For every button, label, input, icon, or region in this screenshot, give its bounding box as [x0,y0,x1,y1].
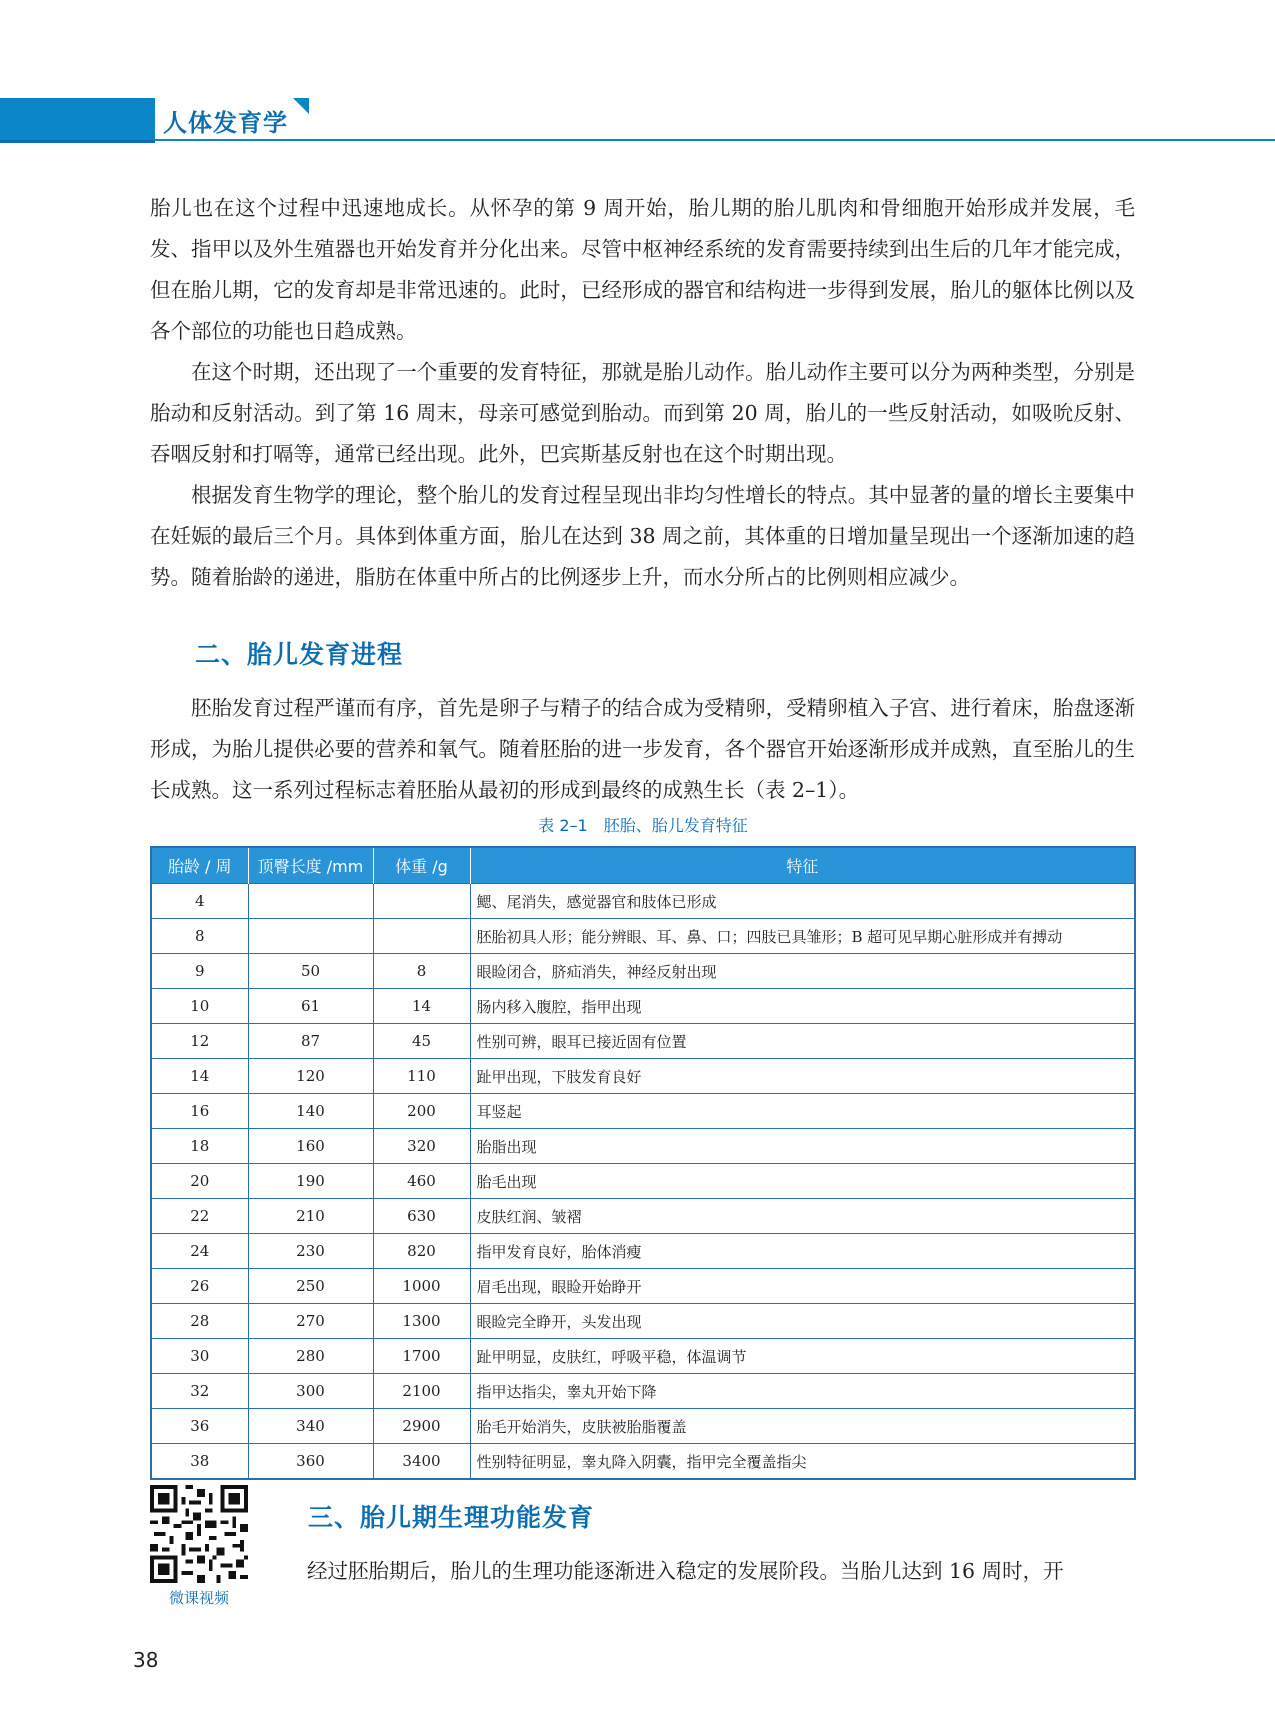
cell-weight: 14 [373,989,470,1024]
cell-weight: 2100 [373,1374,470,1409]
cell-length: 360 [248,1444,373,1480]
cell-age: 38 [151,1444,248,1480]
cell-feature: 胚胎初具人形；能分辨眼、耳、鼻、口；四肢已具雏形；B 超可见早期心脏形成并有搏动 [470,919,1135,954]
table-row [151,1444,1135,1480]
section-heading-2: 二、胎儿发育进程 [195,640,404,669]
table-row [151,1234,1135,1269]
cell-length: 280 [248,1339,373,1374]
cell-age: 14 [151,1059,248,1094]
cell-length: 120 [248,1059,373,1094]
cell-age: 36 [151,1409,248,1444]
table-row [151,1269,1135,1304]
cell-feature: 鳃、尾消失，感觉器官和肢体已形成 [470,884,1135,919]
cell-age: 20 [151,1164,248,1199]
cell-feature: 眉毛出现，眼睑开始睁开 [470,1269,1135,1304]
table-row [151,1409,1135,1444]
table-row [151,1304,1135,1339]
cell-weight: 630 [373,1199,470,1234]
paragraph-1: 胎儿也在这个过程中迅速地成长。从怀孕的第 9 周开始，胎儿期的胎儿肌肉和骨细胞开始形成并发展，毛发、指甲以及外生殖器也开始发育并分化出来。尽管中枢神经系统的发育需要持续到出生后的几年才能完成，但在胎儿期，它的发育却是非常迅速的。此时，已经形成的器官和结构进一步得到发展，胎儿的躯体比例以及各个部位的功能也日趋成熟。 [150,196,1135,343]
cell-feature: 眼睑完全睁开，头发出现 [470,1304,1135,1339]
header-corner [293,98,309,114]
table-row [151,1199,1135,1234]
cell-weight: 3400 [373,1444,470,1480]
table-row [151,1094,1135,1129]
cell-length: 340 [248,1409,373,1444]
table-row [151,1339,1135,1374]
cell-feature: 皮肤红润、皱褶 [470,1199,1135,1234]
book-title: 人体发育学 [163,109,288,137]
cell-feature: 趾甲出现，下肢发育良好 [470,1059,1135,1094]
cell-feature: 眼睑闭合，脐疝消失，神经反射出现 [470,954,1135,989]
table-body [151,884,1135,1480]
table-row [151,919,1135,954]
cell-feature: 胎毛开始消失，皮肤被胎脂覆盖 [470,1409,1135,1444]
column-header-age: 胎龄 / 周 [151,847,248,884]
cell-age: 28 [151,1304,248,1339]
cell-weight [373,919,470,954]
cell-length [248,919,373,954]
page-number: 38 [133,1648,159,1672]
cell-feature: 肠内移入腹腔，指甲出现 [470,989,1135,1024]
table-row [151,954,1135,989]
cell-age: 9 [151,954,248,989]
table-row [151,1129,1135,1164]
qr-label: 微课视频 [168,1589,229,1607]
cell-weight: 45 [373,1024,470,1059]
cell-weight: 200 [373,1094,470,1129]
cell-feature: 胎脂出现 [470,1129,1135,1164]
cell-length: 300 [248,1374,373,1409]
cell-length: 61 [248,989,373,1024]
table-row [151,989,1135,1024]
cell-age: 4 [151,884,248,919]
cell-length: 140 [248,1094,373,1129]
cell-length: 230 [248,1234,373,1269]
header-rule [155,139,1275,141]
cell-length: 50 [248,954,373,989]
qr-code-icon[interactable] [150,1485,248,1583]
cell-length: 190 [248,1164,373,1199]
section-heading-3: 三、胎儿期生理功能发育 [308,1503,595,1532]
cell-weight: 1300 [373,1304,470,1339]
section-3-paragraph: 经过胚胎期后，胎儿的生理功能逐渐进入稳定的发展阶段。当胎儿达到 16 周时，开 [307,1559,1064,1583]
table-row [151,884,1135,919]
cell-length [248,884,373,919]
cell-length: 160 [248,1129,373,1164]
cell-weight: 820 [373,1234,470,1269]
cell-weight: 8 [373,954,470,989]
cell-age: 8 [151,919,248,954]
cell-age: 10 [151,989,248,1024]
paragraph-2: 在这个时期，还出现了一个重要的发育特征，那就是胎儿动作。胎儿动作主要可以分为两种类型，分别是胎动和反射活动。到了第 16 周末，母亲可感觉到胎动。而到第 20 周，胎儿的一些反射活动，如吸吮反射、吞咽反射和打嗝等，通常已经出现。此外，巴宾斯基反射也在这个时期出现。 [150,360,1135,466]
table-row [151,1024,1135,1059]
development-table [150,846,1136,1480]
header-bar [0,98,155,140]
cell-age: 12 [151,1024,248,1059]
table-header-row [151,847,1135,884]
cell-weight: 1000 [373,1269,470,1304]
cell-age: 22 [151,1199,248,1234]
section-2-paragraph: 胚胎发育过程严谨而有序，首先是卵子与精子的结合成为受精卵，受精卵植入子宫、进行着床，胎盘逐渐形成，为胎儿提供必要的营养和氧气。随着胚胎的进一步发育，各个器官开始逐渐形成并成熟，直至胎儿的生长成熟。这一系列过程标志着胚胎从最初的形成到最终的成熟生长（表 2–1）。 [150,696,1135,802]
paragraph-3: 根据发育生物学的理论，整个胎儿的发育过程呈现出非均匀性增长的特点。其中显著的量的增长主要集中在妊娠的最后三个月。具体到体重方面，胎儿在达到 38 周之前，其体重的日增加量呈现出一个逐渐加速的趋势。随着胎龄的递进，脂肪在体重中所占的比例逐步上升，而水分所占的比例则相应减少。 [150,483,1135,589]
cell-age: 26 [151,1269,248,1304]
cell-feature: 指甲达指尖，睾丸开始下降 [470,1374,1135,1409]
cell-length: 87 [248,1024,373,1059]
cell-feature: 性别可辨，眼耳已接近固有位置 [470,1024,1135,1059]
cell-feature: 趾甲明显，皮肤红，呼吸平稳，体温调节 [470,1339,1135,1374]
cell-weight: 320 [373,1129,470,1164]
cell-weight: 110 [373,1059,470,1094]
cell-weight [373,884,470,919]
table-row [151,1164,1135,1199]
table-row [151,1374,1135,1409]
table-caption: 表 2–1 胚胎、胎儿发育特征 [538,816,748,835]
cell-length: 270 [248,1304,373,1339]
cell-feature: 耳竖起 [470,1094,1135,1129]
cell-weight: 460 [373,1164,470,1199]
cell-length: 210 [248,1199,373,1234]
cell-age: 24 [151,1234,248,1269]
cell-age: 16 [151,1094,248,1129]
cell-feature: 指甲发育良好，胎体消瘦 [470,1234,1135,1269]
cell-weight: 2900 [373,1409,470,1444]
header-bar-shadow [0,140,155,143]
cell-age: 30 [151,1339,248,1374]
column-header-weight: 体重 /g [373,847,470,884]
cell-length: 250 [248,1269,373,1304]
column-header-feature: 特征 [470,847,1135,884]
cell-feature: 胎毛出现 [470,1164,1135,1199]
cell-weight: 1700 [373,1339,470,1374]
cell-age: 32 [151,1374,248,1409]
table-row [151,1059,1135,1094]
cell-feature: 性别特征明显，睾丸降入阴囊，指甲完全覆盖指尖 [470,1444,1135,1480]
cell-age: 18 [151,1129,248,1164]
column-header-length: 顶臀长度 /mm [248,847,373,884]
